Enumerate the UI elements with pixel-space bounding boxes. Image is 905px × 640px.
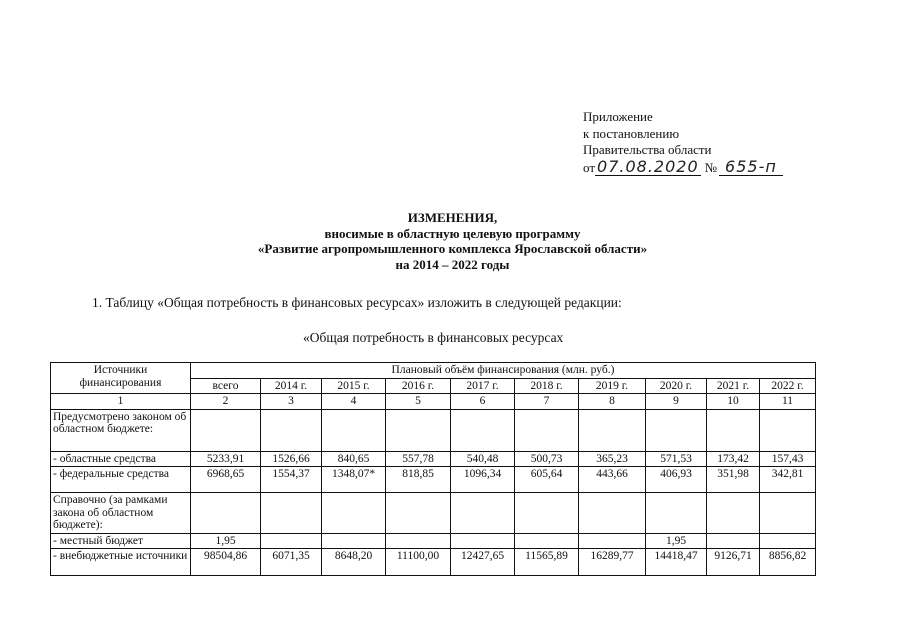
handwritten-number: 655-п	[719, 159, 783, 177]
table-cell: 14418,47	[646, 549, 707, 576]
table-cell: 571,53	[646, 451, 707, 467]
table-cell: 1526,66	[261, 451, 322, 467]
column-header: 2018 г.	[515, 378, 579, 394]
table-cell	[191, 409, 261, 451]
table-cell	[322, 533, 386, 549]
appendix-line-2: к постановлению	[583, 125, 680, 141]
table-cell	[261, 533, 322, 549]
table-cell: 5233,91	[191, 451, 261, 467]
table-cell: 1554,37	[261, 467, 322, 493]
table-cell	[261, 409, 322, 451]
row-label: Справочно (за рамками закона об областном бюджете):	[51, 493, 191, 534]
column-number: 3	[261, 394, 322, 410]
table-cell	[515, 533, 579, 549]
row-label: - местный бюджет	[51, 533, 191, 549]
source-header: Источники финансирования	[51, 363, 191, 394]
table-cell: 6968,65	[191, 467, 261, 493]
column-header: 2014 г.	[261, 378, 322, 394]
appendix-block	[583, 109, 783, 176]
table-cell	[322, 493, 386, 534]
handwritten-date: 07.08.2020	[597, 156, 699, 176]
table-cell	[646, 409, 707, 451]
table-cell	[386, 533, 451, 549]
table-cell	[322, 409, 386, 451]
column-header: 2021 г.	[707, 378, 760, 394]
table-row	[51, 409, 816, 451]
table-cell: 157,43	[760, 451, 816, 467]
table-cell	[191, 493, 261, 534]
table-cell: 11100,00	[386, 549, 451, 576]
title-line-4: на 2014 – 2022 годы	[395, 256, 510, 272]
table-cell	[707, 493, 760, 534]
table-row	[51, 451, 816, 467]
table-cell: 443,66	[579, 467, 646, 493]
appendix-line-1: Приложение	[583, 109, 653, 124]
column-number: 8	[579, 394, 646, 410]
column-number: 10	[707, 394, 760, 410]
table-cell: 1348,07*	[322, 467, 386, 493]
table-cell: 342,81	[760, 467, 816, 493]
table-cell: 818,85	[386, 467, 451, 493]
column-number: 2	[191, 394, 261, 410]
table-cell: 1096,34	[451, 467, 515, 493]
title-line-2: вносимые в областную целевую программу	[324, 225, 581, 241]
table-cell	[451, 409, 515, 451]
document-title	[0, 210, 905, 272]
from-label: от	[583, 159, 596, 175]
row-label: - внебюджетные источники	[51, 549, 191, 576]
table-cell	[579, 493, 646, 534]
table-cell	[515, 493, 579, 534]
table-cell: 540,48	[451, 451, 515, 467]
column-header: 2019 г.	[579, 378, 646, 394]
row-label: - федеральные средства	[51, 467, 191, 493]
column-header: 2017 г.	[451, 378, 515, 394]
table-row	[51, 467, 816, 493]
table-cell	[386, 493, 451, 534]
column-number: 5	[386, 394, 451, 410]
table-cell	[760, 533, 816, 549]
table-cell	[451, 493, 515, 534]
table-cell: 8856,82	[760, 549, 816, 576]
table-caption: «Общая потребность в финансовых ресурсах	[303, 330, 564, 345]
table-cell: 98504,86	[191, 549, 261, 576]
table-cell	[646, 493, 707, 534]
row-label: - областные средства	[51, 451, 191, 467]
table-cell: 1,95	[646, 533, 707, 549]
column-header: всего	[191, 378, 261, 394]
table-row	[51, 533, 816, 549]
table-cell	[579, 409, 646, 451]
table-row	[51, 493, 816, 534]
header-row-numbers	[51, 394, 816, 410]
table-cell	[451, 533, 515, 549]
table-cell: 6071,35	[261, 549, 322, 576]
plan-header: Плановый объём финансирования (млн. руб.)	[191, 363, 816, 379]
column-number: 1	[51, 394, 191, 410]
table-cell: 840,65	[322, 451, 386, 467]
table-cell: 351,98	[707, 467, 760, 493]
table-cell: 8648,20	[322, 549, 386, 576]
column-header: 2022 г.	[760, 378, 816, 394]
title-line-1: ИЗМЕНЕНИЯ,	[407, 210, 498, 225]
column-number: 9	[646, 394, 707, 410]
table-cell: 406,93	[646, 467, 707, 493]
number-sign: №	[704, 159, 718, 175]
table-cell: 173,42	[707, 451, 760, 467]
table-cell: 365,23	[579, 451, 646, 467]
header-row-1	[51, 363, 816, 379]
table-cell: 16289,77	[579, 549, 646, 576]
column-header: 2016 г.	[386, 378, 451, 394]
table-cell: 1,95	[191, 533, 261, 549]
table-cell: 557,78	[386, 451, 451, 467]
column-number: 4	[322, 394, 386, 410]
table-cell	[515, 409, 579, 451]
table-cell: 500,73	[515, 451, 579, 467]
table-cell	[760, 493, 816, 534]
table-cell: 12427,65	[451, 549, 515, 576]
table-row	[51, 549, 816, 576]
table-cell	[261, 493, 322, 534]
table-cell	[707, 533, 760, 549]
column-number: 6	[451, 394, 515, 410]
table-cell	[579, 533, 646, 549]
table-cell	[386, 409, 451, 451]
resolution-date-number	[583, 156, 783, 177]
appendix-line-3: Правительства области	[583, 142, 712, 157]
table-cell	[760, 409, 816, 451]
column-header: 2020 г.	[646, 378, 707, 394]
paragraph-item-1: 1. Таблицу «Общая потребность в финансовых ресурсах» изложить в следующей редакции:	[92, 295, 622, 310]
table-cell	[707, 409, 760, 451]
financing-table	[50, 362, 816, 576]
table-cell: 11565,89	[515, 549, 579, 576]
column-number: 11	[760, 394, 816, 410]
column-number: 7	[515, 394, 579, 410]
column-header: 2015 г.	[322, 378, 386, 394]
table-cell: 9126,71	[707, 549, 760, 576]
title-line-3: «Развитие агропромышленного комплекса Ярославской области»	[257, 241, 648, 256]
row-label: Предусмотрено законом об областном бюджете:	[51, 409, 191, 451]
table-cell: 605,64	[515, 467, 579, 493]
